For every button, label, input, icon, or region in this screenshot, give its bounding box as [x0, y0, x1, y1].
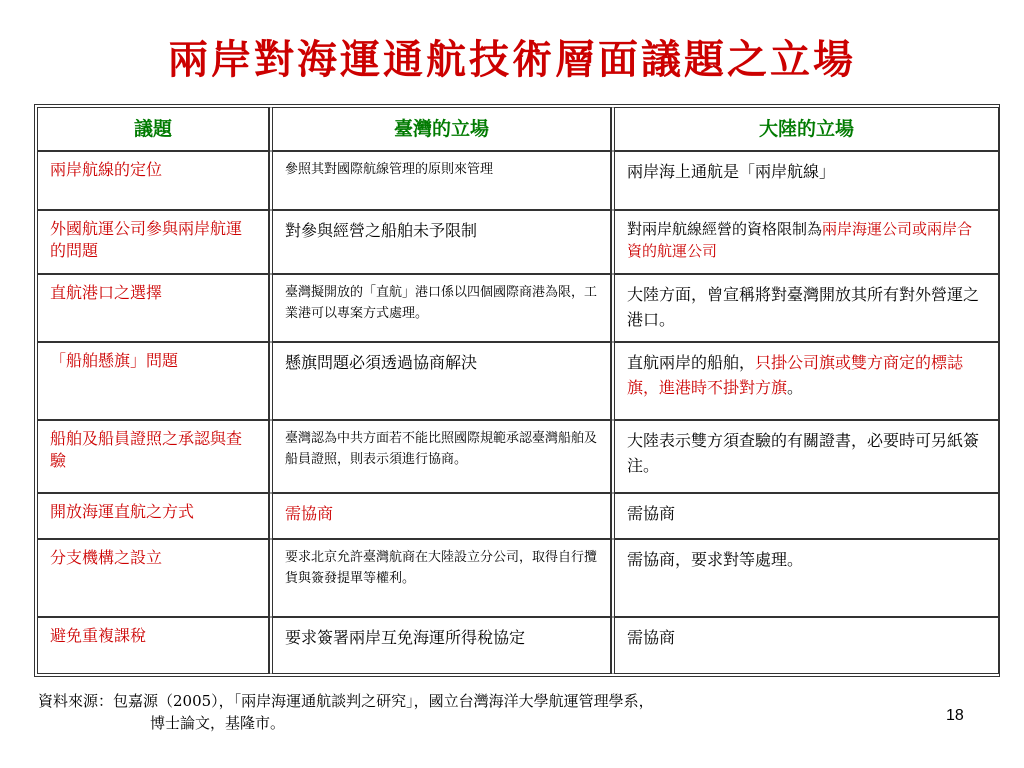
mainland-text-after: 。	[787, 377, 804, 397]
table-row	[37, 210, 999, 274]
mainland-text: 直航兩岸的船舶，	[627, 352, 756, 372]
mainland-cell	[611, 342, 999, 420]
table-row	[37, 151, 999, 210]
issue-cell: 開放海運直航之方式	[37, 493, 269, 538]
page-title: 兩岸對海運通航技術層面議題之立場	[168, 36, 856, 83]
mainland-text: 需協商	[627, 504, 676, 524]
source-citation	[38, 690, 978, 734]
mainland-cell	[611, 210, 999, 274]
mainland-text: 對兩岸航線經營的資格限制為	[627, 220, 823, 239]
page-number: 18	[946, 707, 964, 724]
mainland-cell	[611, 420, 999, 494]
issue-cell: 外國航運公司參與兩岸航運的問題	[37, 210, 269, 274]
issue-cell: 分支機構之設立	[37, 539, 269, 617]
taiwan-cell: 需協商	[269, 493, 611, 538]
table-row	[37, 539, 999, 617]
mainland-highlight: 兩岸海運公司或兩岸合資的航運公司	[627, 220, 973, 261]
taiwan-cell: 懸旗問題必須透過協商解決	[269, 342, 611, 420]
taiwan-cell: 臺灣認為中共方面若不能比照國際規範承認臺灣船舶及船員證照，則表示須進行協商。	[269, 420, 611, 494]
mainland-text: 兩岸海上通航是「兩岸航線」	[627, 162, 836, 181]
taiwan-cell: 對參與經營之船舶未予限制	[269, 210, 611, 274]
header-mainland-position: 大陸的立場	[611, 107, 999, 151]
table-header-row	[37, 107, 999, 151]
source-citation-line1: 資料來源：包嘉源（2005），「兩岸海運通航談判之研究」，國立台灣海洋大學航運管理學系，	[38, 692, 654, 710]
mainland-text: 需協商，要求對等處理。	[627, 549, 804, 569]
table-row	[37, 420, 999, 494]
issue-cell: 「船舶懸旗」問題	[37, 342, 269, 420]
mainland-cell	[611, 274, 999, 342]
table-row	[37, 274, 999, 342]
header-issue: 議題	[37, 107, 269, 151]
issue-cell: 船舶及船員證照之承認與查驗	[37, 420, 269, 494]
mainland-highlight: 只掛公司旗或雙方商定的標誌旗，進港時不掛對方旗	[627, 352, 964, 397]
positions-table-frame	[34, 104, 1000, 677]
header-taiwan-position: 臺灣的立場	[269, 107, 611, 151]
taiwan-cell: 要求北京允許臺灣航商在大陸設立分公司，取得自行攬貨與簽發提單等權利。	[269, 539, 611, 617]
mainland-text: 需協商	[627, 627, 676, 647]
issue-cell: 避免重複課稅	[37, 617, 269, 675]
mainland-cell	[611, 539, 999, 617]
mainland-text: 大陸表示雙方須查驗的有關證書，必要時可另紙簽注。	[627, 430, 980, 475]
taiwan-cell: 參照其對國際航線管理的原則來管理	[269, 151, 611, 210]
issue-cell: 兩岸航線的定位	[37, 151, 269, 210]
mainland-text: 大陸方面，曾宣稱將對臺灣開放其所有對外營運之港口。	[627, 285, 980, 330]
issue-cell: 直航港口之選擇	[37, 274, 269, 342]
taiwan-cell: 要求簽署兩岸互免海運所得稅協定	[269, 617, 611, 675]
taiwan-cell: 臺灣擬開放的「直航」港口係以四個國際商港為限，工業港可以專案方式處理。	[269, 274, 611, 342]
mainland-cell	[611, 493, 999, 538]
mainland-cell	[611, 617, 999, 675]
table-row	[37, 617, 999, 675]
table-row	[37, 493, 999, 538]
source-citation-line2: 博士論文，基隆市。	[150, 714, 286, 732]
mainland-cell	[611, 151, 999, 210]
positions-table	[37, 107, 999, 674]
table-row	[37, 342, 999, 420]
